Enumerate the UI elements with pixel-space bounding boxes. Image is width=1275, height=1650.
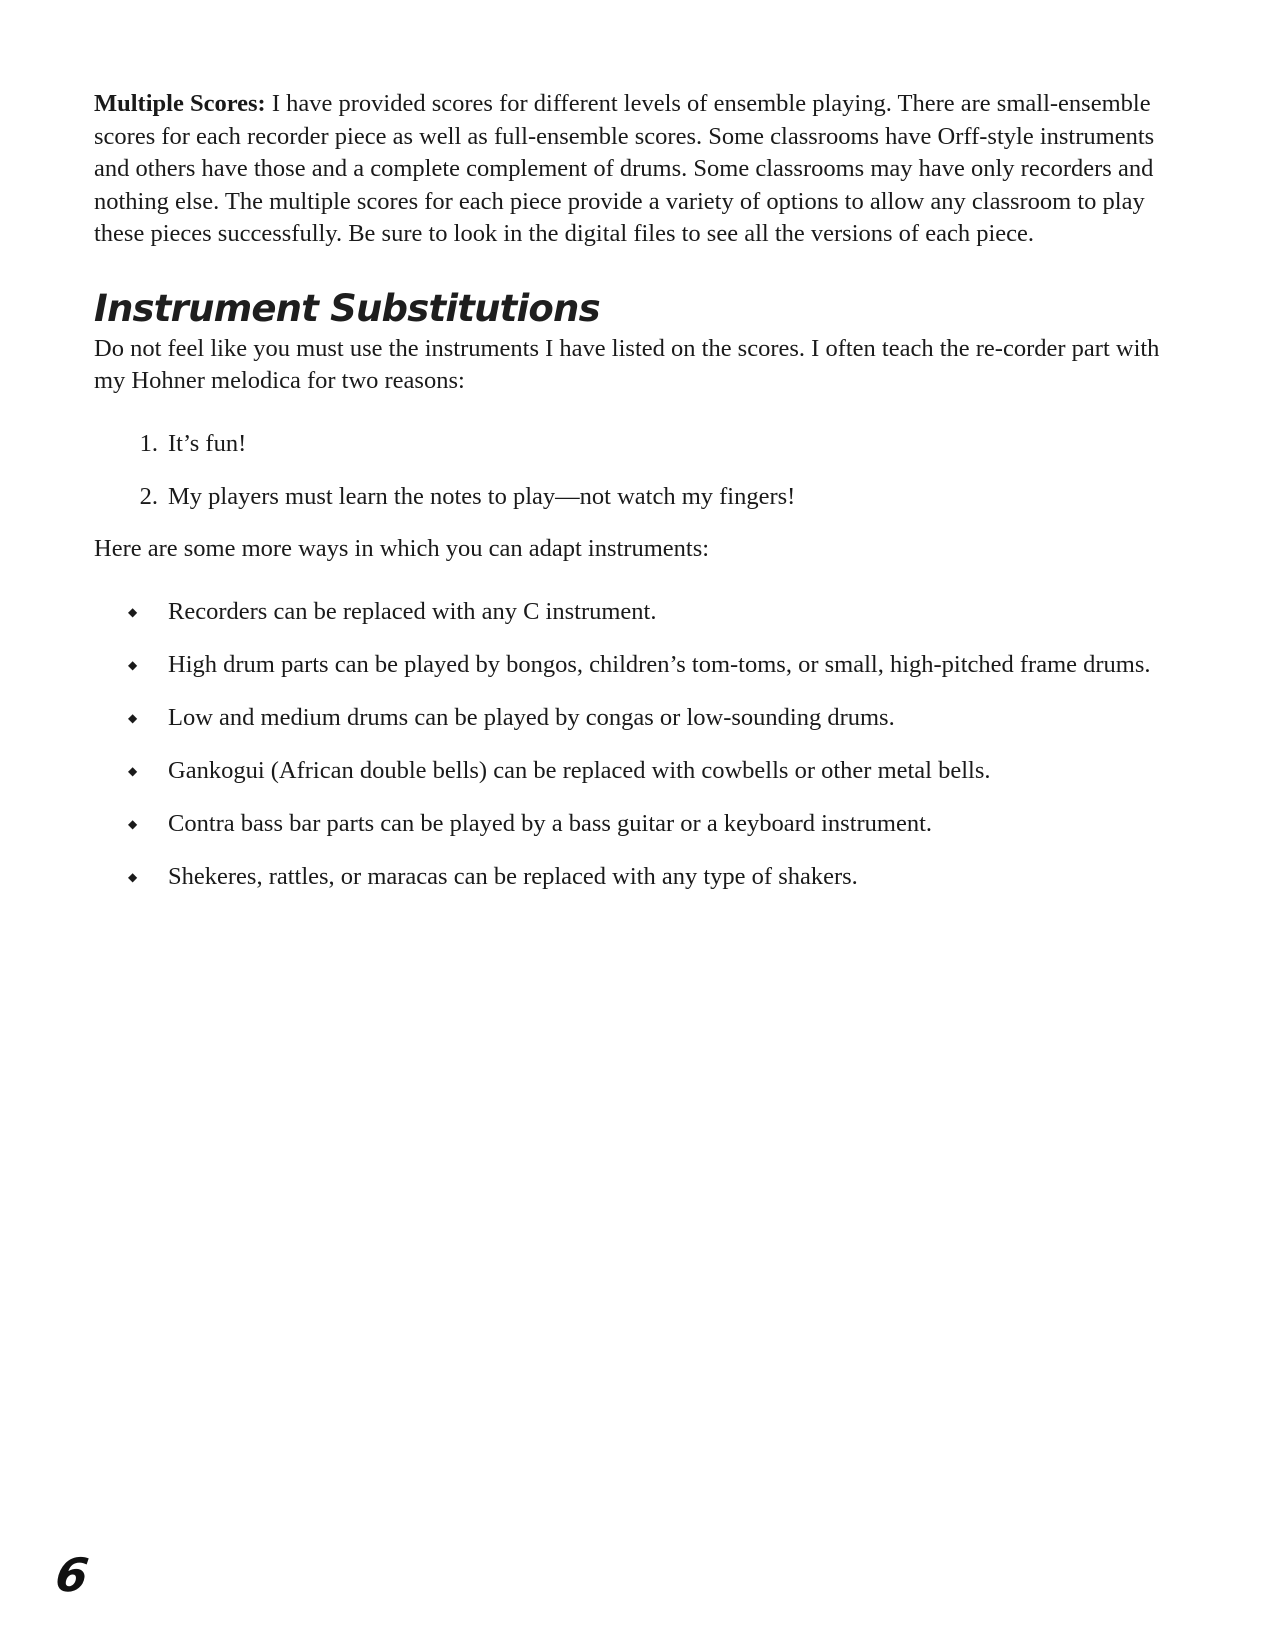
section-title: Instrument Substitutions [94,286,600,330]
intro-text: I have provided scores for different levels of ensemble playing. There are small-ensemble scores for each recorder piece as well as full-ensemble scores. Some classrooms have Orff-style instruments and others have those and a complete complement of drums. Some classrooms may have only recorders and nothing else. The multiple scores for each piece provide a variety of options to allow any classroom to play these pieces successfully. Be sure to look in the digital files to see all the versions of each piece. [94,90,1155,247]
item-number: 2. [139,482,158,510]
bullet-item [94,755,1184,787]
diamond-bullet-icon: ◆ [128,658,138,672]
bullet-item [94,649,1184,681]
diamond-bullet-icon: ◆ [128,711,138,725]
diamond-bullet-icon: ◆ [128,870,138,884]
bullet-text: High drum parts can be played by bongos, children’s tom-toms, or small, high-pitched frame drums. [168,651,1151,678]
diamond-bullet-icon: ◆ [128,764,138,778]
diamond-bullet-icon: ◆ [128,605,138,619]
bullet-text: Gankogui (African double bells) can be replaced with cowbells or other metal bells. [168,757,991,784]
bullet-item [94,596,1184,628]
bullet-text: Shekeres, rattles, or maracas can be replaced with any type of shakers. [168,863,858,890]
bullet-item [94,861,1184,893]
bullet-item [94,702,1184,734]
adapt-paragraph: Here are some more ways in which you can adapt instruments: [94,534,710,562]
item-text: It’s fun! [168,429,247,457]
bullet-text: Recorders can be replaced with any C instrument. [168,598,657,625]
page-content [94,88,1184,914]
numbered-list [94,428,1184,513]
bullet-text: Contra bass bar parts can be played by a bass guitar or a keyboard instrument. [168,810,933,837]
intro-paragraph [94,88,1184,251]
item-number: 1. [139,429,158,457]
bullet-list [94,596,1184,893]
intro-lead: Multiple Scores: [94,90,266,117]
page-number: 6 [52,1548,92,1602]
section-paragraph: Do not feel like you must use the instruments I have listed on the scores. I often teach the re-corder part with my Hohner melodica for two reasons: [94,334,1160,394]
bullet-item [94,808,1184,840]
item-text: My players must learn the notes to play—not watch my fingers! [168,482,796,510]
bullet-text: Low and medium drums can be played by congas or low-sounding drums. [168,704,895,731]
numbered-item [94,481,1184,513]
numbered-item [94,428,1184,460]
diamond-bullet-icon: ◆ [128,817,138,831]
